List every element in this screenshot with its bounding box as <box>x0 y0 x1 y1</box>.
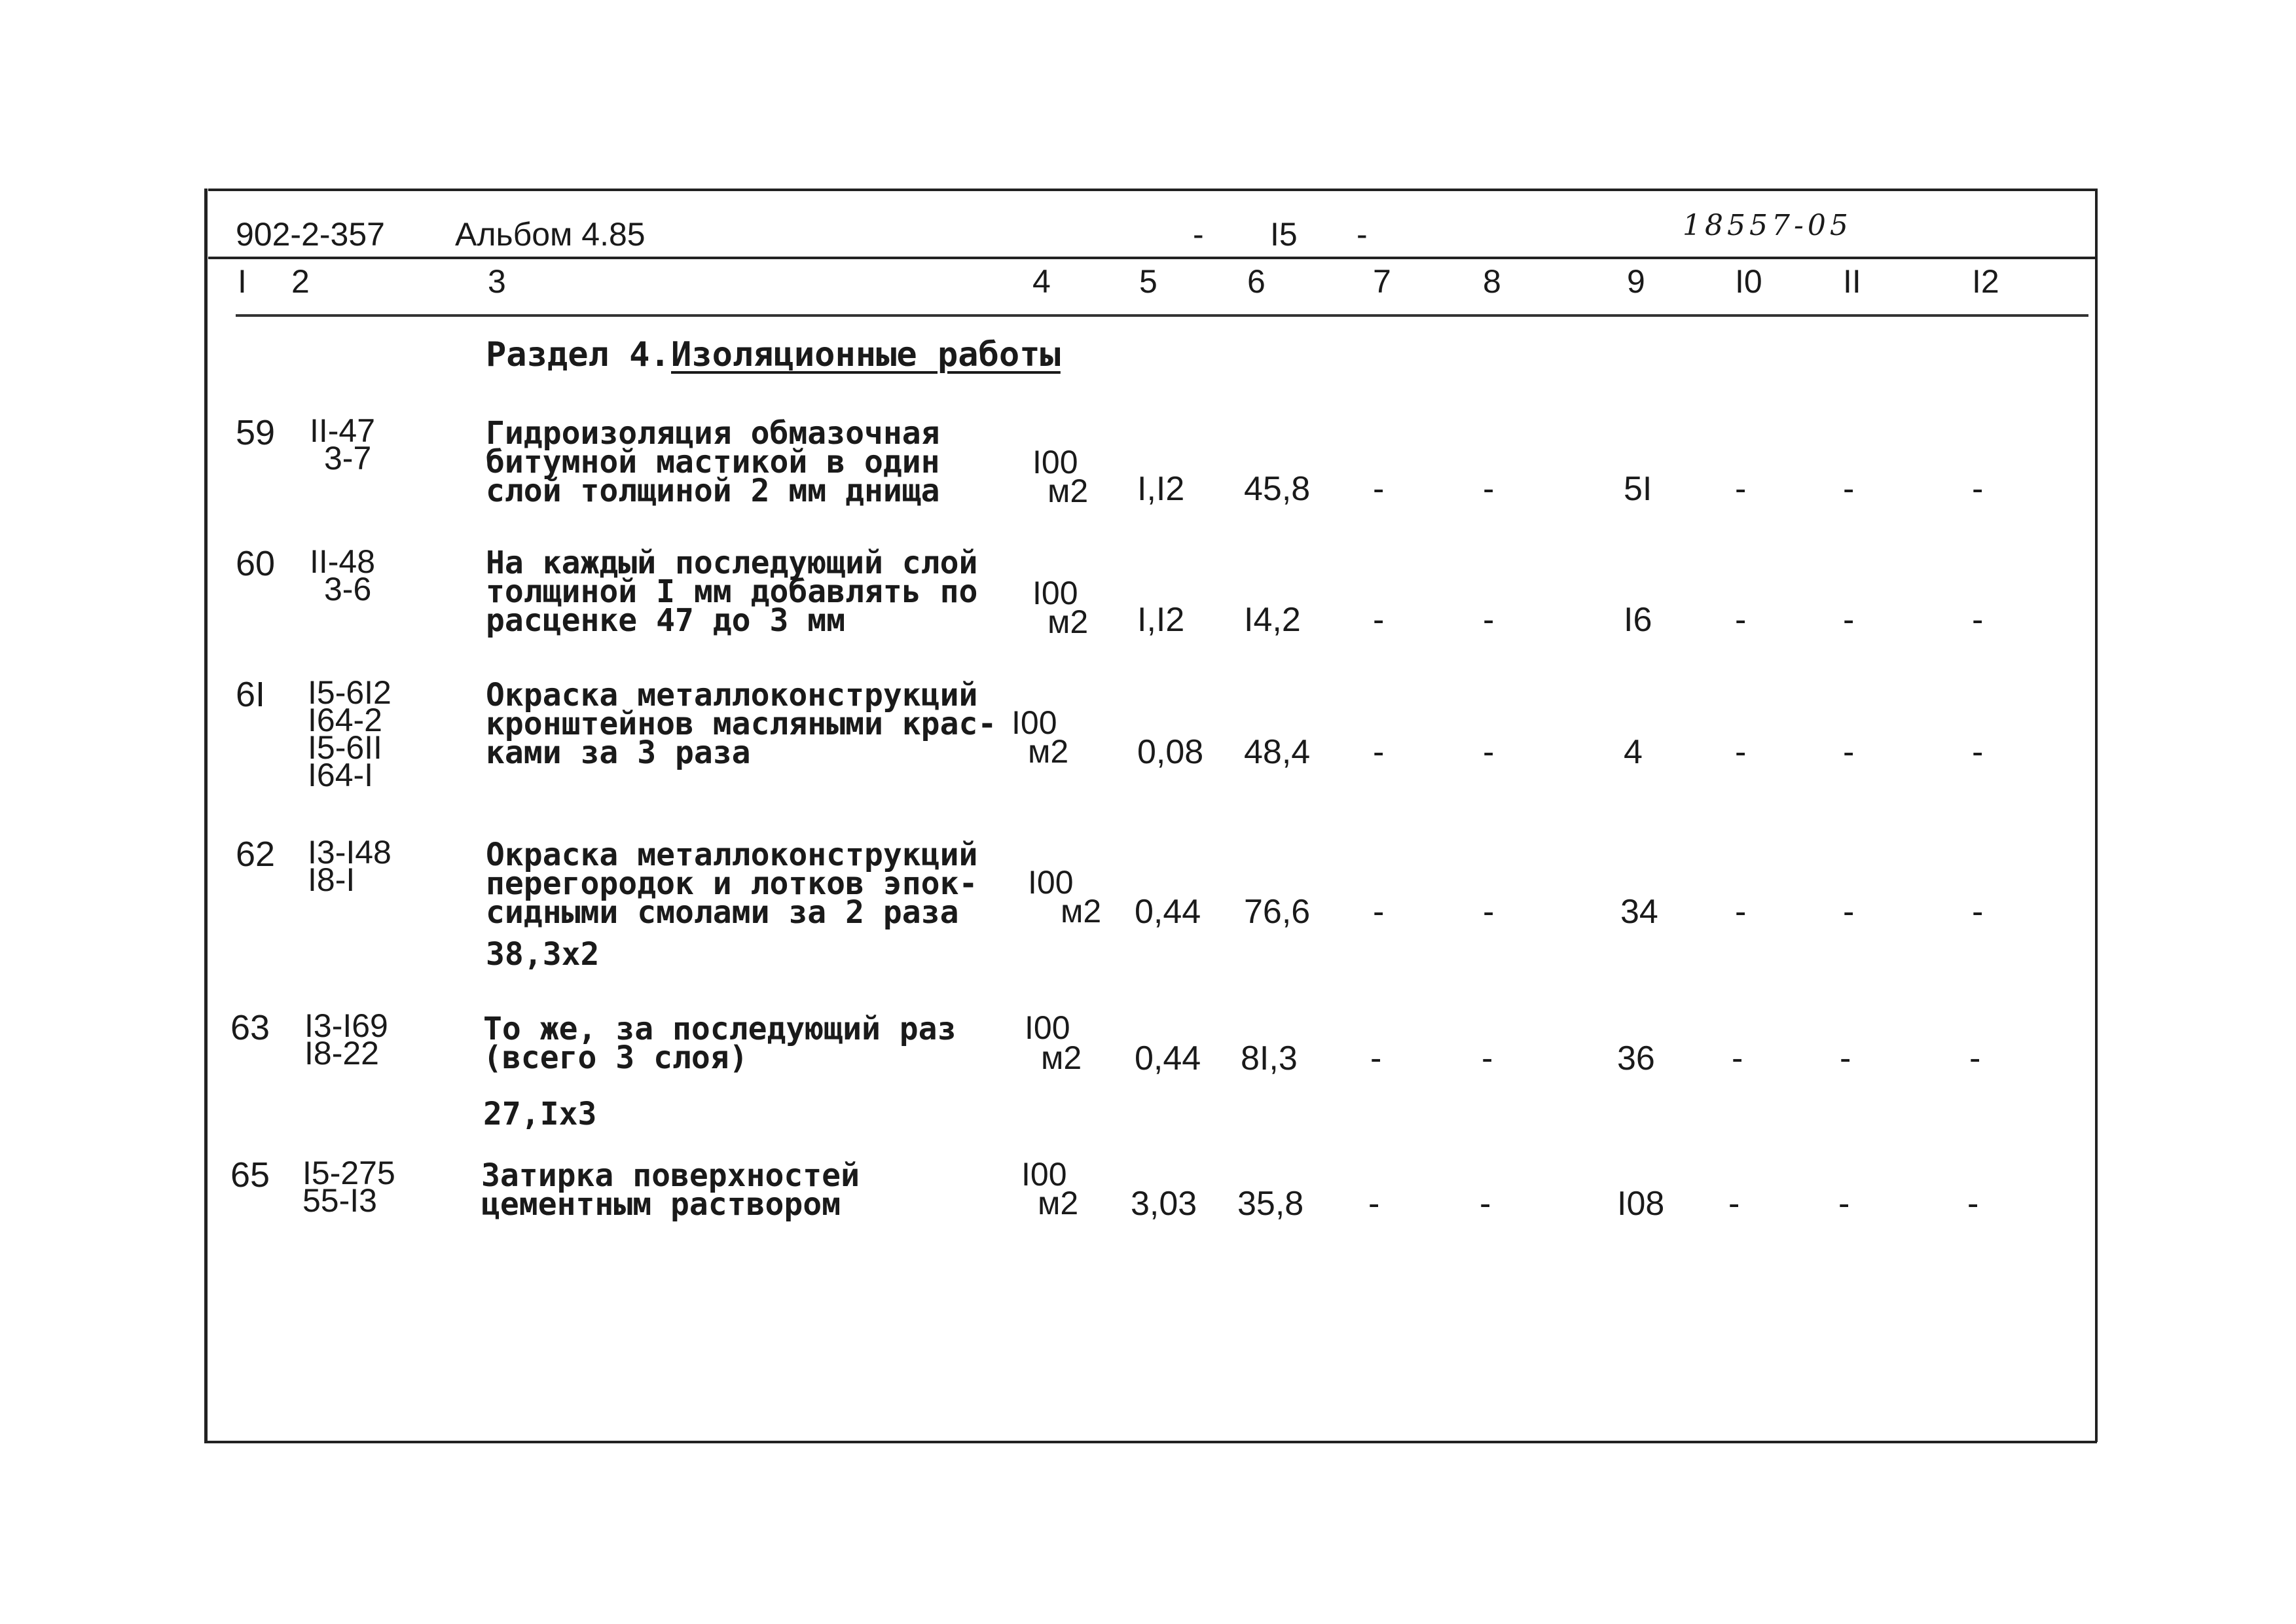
row-col6: I4,2 <box>1244 601 1301 639</box>
page-number: I5 <box>1270 216 1298 253</box>
frame-bottom-line <box>204 1441 2097 1443</box>
row-code: I64-I <box>308 757 374 793</box>
row-unit: I00 <box>1032 444 1078 480</box>
row-col10: - <box>1735 893 1747 931</box>
row-col8: - <box>1483 733 1495 771</box>
row-col9: 4 <box>1624 733 1643 771</box>
row-extra-note: 27,Iх3 <box>483 1096 597 1132</box>
row-col9: 5I <box>1624 470 1652 508</box>
row-col12: - <box>1972 893 1984 931</box>
col-header-6: 6 <box>1247 263 1266 300</box>
row-unit: м2 <box>1038 1185 1079 1221</box>
row-unit: I00 <box>1032 575 1078 611</box>
row-col7: - <box>1373 733 1385 771</box>
row-col9: 36 <box>1617 1039 1655 1077</box>
row-unit: м2 <box>1041 1039 1082 1076</box>
col-header-11: II <box>1843 263 1861 300</box>
row-description-line: ками за 3 раза <box>486 734 751 771</box>
row-col8: - <box>1483 601 1495 639</box>
row-col9: I6 <box>1624 601 1652 639</box>
row-description-line: слой толщиной 2 мм днища <box>486 473 940 509</box>
row-description-line: цементным раствором <box>481 1186 841 1223</box>
row-col8: - <box>1483 893 1495 931</box>
row-unit: I00 <box>1011 704 1057 741</box>
col-header-10: I0 <box>1735 263 1762 300</box>
row-unit: м2 <box>1048 604 1089 640</box>
row-col6: 48,4 <box>1244 733 1311 771</box>
frame-left-line <box>204 189 208 1442</box>
row-col12: - <box>1972 601 1984 639</box>
row-extra-note: 38,3х2 <box>486 936 600 973</box>
handwritten-number: 18557-05 <box>1683 209 1852 242</box>
row-number: 59 <box>236 413 276 452</box>
row-unit: I00 <box>1025 1009 1070 1046</box>
row-code: I5-275 <box>302 1155 395 1191</box>
row-col11: - <box>1838 1185 1850 1223</box>
row-col12: - <box>1972 470 1984 508</box>
row-number: 63 <box>230 1008 270 1047</box>
row-col11: - <box>1843 601 1855 639</box>
row-col8: - <box>1482 1039 1493 1077</box>
row-description-line: Гидроизоляция обмазочная <box>486 415 940 452</box>
row-col5: 0,08 <box>1137 733 1204 771</box>
column-header-rule <box>236 314 2088 317</box>
row-col7: - <box>1373 470 1385 508</box>
row-col12: - <box>1967 1185 1979 1223</box>
row-col7: - <box>1373 601 1385 639</box>
row-col7: - <box>1370 1039 1382 1077</box>
col-header-9: 9 <box>1627 263 1645 300</box>
row-col8: - <box>1480 1185 1491 1223</box>
col-header-4: 4 <box>1032 263 1051 300</box>
row-code: I5-6I2 <box>308 674 392 711</box>
row-col6: 8I,3 <box>1241 1039 1298 1077</box>
col-header-5: 5 <box>1139 263 1157 300</box>
album-label: Альбом 4.85 <box>455 216 646 253</box>
row-description-line: битумной мастикой в один <box>486 444 940 480</box>
section-prefix: Раздел 4. <box>486 335 670 374</box>
row-description-line: То же, за последующий раз <box>483 1011 957 1047</box>
row-col5: 0,44 <box>1135 1039 1201 1077</box>
row-col5: 0,44 <box>1135 893 1201 931</box>
row-description-line: расценке 47 до 3 мм <box>486 602 846 639</box>
row-code: I5-6II <box>308 729 382 766</box>
row-code: II-48 <box>310 543 376 580</box>
row-col9: I08 <box>1617 1185 1665 1223</box>
row-number: 62 <box>236 835 276 874</box>
row-unit: м2 <box>1048 473 1089 509</box>
row-unit: м2 <box>1061 893 1102 929</box>
row-description-line: (всего 3 слоя) <box>483 1039 748 1076</box>
row-col5: I,I2 <box>1137 470 1185 508</box>
row-col12: - <box>1972 733 1984 771</box>
row-code: I3-I69 <box>304 1007 388 1044</box>
row-code: I8-22 <box>304 1035 379 1072</box>
section-title: Изоляционные работы <box>671 335 1061 374</box>
row-code: I3-I48 <box>308 834 392 871</box>
row-col8: - <box>1483 470 1495 508</box>
row-unit: I00 <box>1021 1156 1067 1193</box>
col-header-7: 7 <box>1373 263 1391 300</box>
row-code: 3-7 <box>324 440 372 477</box>
row-number: 60 <box>236 544 276 583</box>
col-header-3: 3 <box>488 263 506 300</box>
row-description-line: толщиной I мм добавлять по <box>486 573 978 610</box>
row-col10: - <box>1735 470 1747 508</box>
page-dash-right: - <box>1357 216 1368 253</box>
row-col7: - <box>1368 1185 1380 1223</box>
row-unit: I00 <box>1028 864 1074 901</box>
row-code: I64-2 <box>308 702 382 738</box>
row-code: II-47 <box>310 412 376 449</box>
row-col10: - <box>1728 1185 1740 1223</box>
col-header-1: I <box>238 263 247 300</box>
col-header-12: I2 <box>1972 263 1999 300</box>
row-col10: - <box>1735 601 1747 639</box>
row-col9: 34 <box>1620 893 1658 931</box>
row-description-line: На каждый последующий слой <box>486 545 978 581</box>
row-description-line: Затирка поверхностей <box>481 1157 860 1194</box>
row-col11: - <box>1840 1039 1851 1077</box>
row-number: 6I <box>236 675 266 714</box>
row-description-line: Окраска металлоконструкций <box>486 837 978 873</box>
row-col6: 76,6 <box>1244 893 1311 931</box>
row-description-line: Окраска металлоконструкций <box>486 677 978 713</box>
row-description-line: перегородок и лотков эпок- <box>486 865 978 902</box>
row-unit: м2 <box>1028 733 1069 770</box>
row-col6: 45,8 <box>1244 470 1311 508</box>
row-col12: - <box>1969 1039 1981 1077</box>
row-col11: - <box>1843 733 1855 771</box>
page-dash-left: - <box>1193 216 1204 253</box>
row-description-line: кронштейнов масляными крас- <box>486 706 997 742</box>
row-col7: - <box>1373 893 1385 931</box>
row-number: 65 <box>230 1155 270 1195</box>
row-col10: - <box>1735 733 1747 771</box>
row-col10: - <box>1732 1039 1743 1077</box>
col-header-2: 2 <box>291 263 310 300</box>
frame-top-line <box>208 189 2097 191</box>
row-col11: - <box>1843 893 1855 931</box>
doc-code: 902-2-357 <box>236 216 385 253</box>
row-col5: 3,03 <box>1131 1185 1197 1223</box>
row-code: 55-I3 <box>302 1182 377 1219</box>
row-col6: 35,8 <box>1237 1185 1304 1223</box>
row-code: I8-I <box>308 861 355 898</box>
row-code: 3-6 <box>324 571 372 607</box>
frame-right-line <box>2095 189 2098 1442</box>
row-description-line: сидными смолами за 2 раза <box>486 894 959 931</box>
col-header-8: 8 <box>1483 263 1501 300</box>
row-col11: - <box>1843 470 1855 508</box>
header-rule <box>208 257 2097 259</box>
row-col5: I,I2 <box>1137 601 1185 639</box>
